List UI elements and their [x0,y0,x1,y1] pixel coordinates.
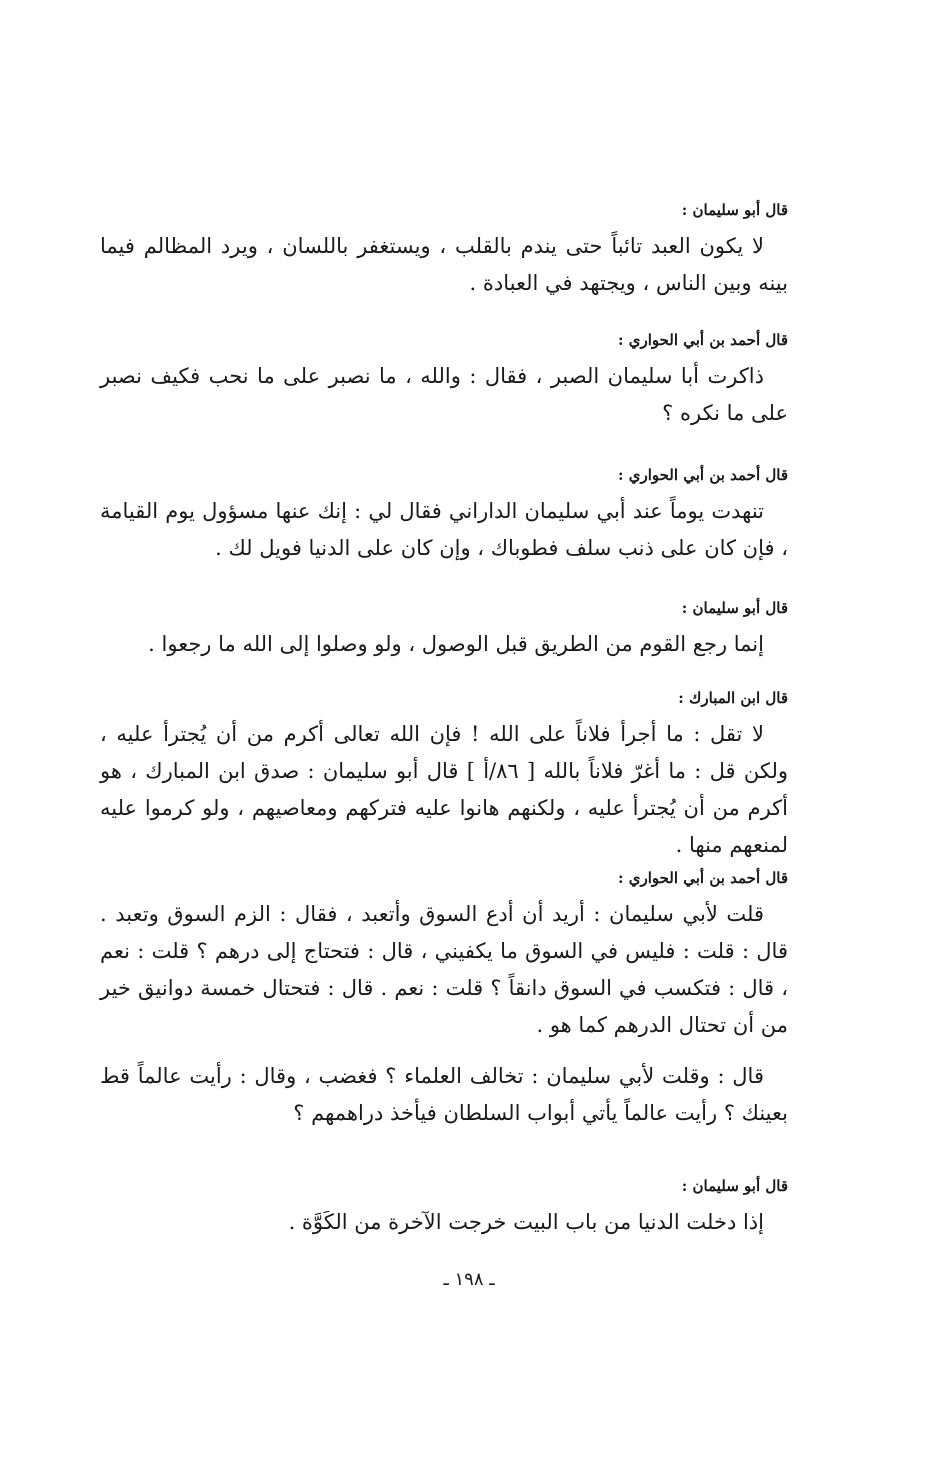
section-paragraph: إنما رجع القوم من الطريق قبل الوصول ، ولو وصلوا إلى الله ما رجعوا . [148,632,764,656]
section-heading: قال ابن المبارك : [678,689,788,707]
section-heading: قال أبو سليمان : [681,201,788,219]
section-6 [100,868,788,1132]
section-1 [100,200,788,302]
section-paragraph: تنهدت يوماً عند أبي سليمان الداراني فقال لي : إنك عنها مسؤول يوم القيامة ، فإن كان على ذنب سلف فطوباك ، وإن كان على الدنيا فويل لك . [100,499,788,560]
section-heading: قال أبو سليمان : [681,599,788,617]
section-paragraph: لا يكون العبد تائباً حتى يندم بالقلب ، ويستغفر باللسان ، ويرد المظالم فيما بينه وبين الناس ، ويجتهد في العبادة . [100,234,788,295]
section-paragraph: لا تقل : ما أجرأ فلاناً على الله ! فإن الله تعالى أكرم من أن يُجترأ عليه ، ولكن قل : ما أغرّ فلاناً بالله [ ٨٦/أ ] قال أبو سليمان : صدق ابن المبارك ، هو أكرم من أن يُجترأ عليه ، ولكنهم هانوا عليه فتركهم ومعاصيهم ، ولو كرموا عليه لمنعهم منها . [100,722,789,857]
section-heading: قال أبو سليمان : [681,1177,788,1195]
section-paragraph: قال : وقلت لأبي سليمان : تخالف العلماء ؟ فغضب ، وقال : رأيت عالماً قط بعينك ؟ رأيت عالماً يأتي أبواب السلطان فيأخذ دراهمهم ؟ [100,1064,788,1125]
section-5 [100,688,788,864]
page-number: ـ ١٩٨ ـ [443,1269,495,1290]
section-paragraph: ذاكرت أبا سليمان الصبر ، فقال : والله ، ما نصبر على ما نحب فكيف نصبر على ما نكره ؟ [100,364,788,425]
section-3 [100,465,788,567]
section-paragraph: إذا دخلت الدنيا من باب البيت خرجت الآخرة من الكَوَّة . [288,1210,764,1234]
section-heading: قال أحمد بن أبي الحواري : [617,331,788,349]
section-heading: قال أحمد بن أبي الحواري : [617,466,788,484]
section-4 [100,598,788,663]
section-2 [100,330,788,432]
section-7 [100,1176,788,1241]
section-heading: قال أحمد بن أبي الحواري : [617,869,788,887]
section-paragraph: قلت لأبي سليمان : أريد أن أدع السوق وأتعبد ، فقال : الزم السوق وتعبد . قال : قلت : فليس في السوق ما يكفيني ، قال : فتحتاج إلى درهم ؟ قلت : نعم ، قال : فتكسب في السوق دانقاً ؟ قلت : نعم . قال : فتحتال خمسة دوانيق خير من أن تحتال الدرهم كما هو . [100,902,788,1037]
